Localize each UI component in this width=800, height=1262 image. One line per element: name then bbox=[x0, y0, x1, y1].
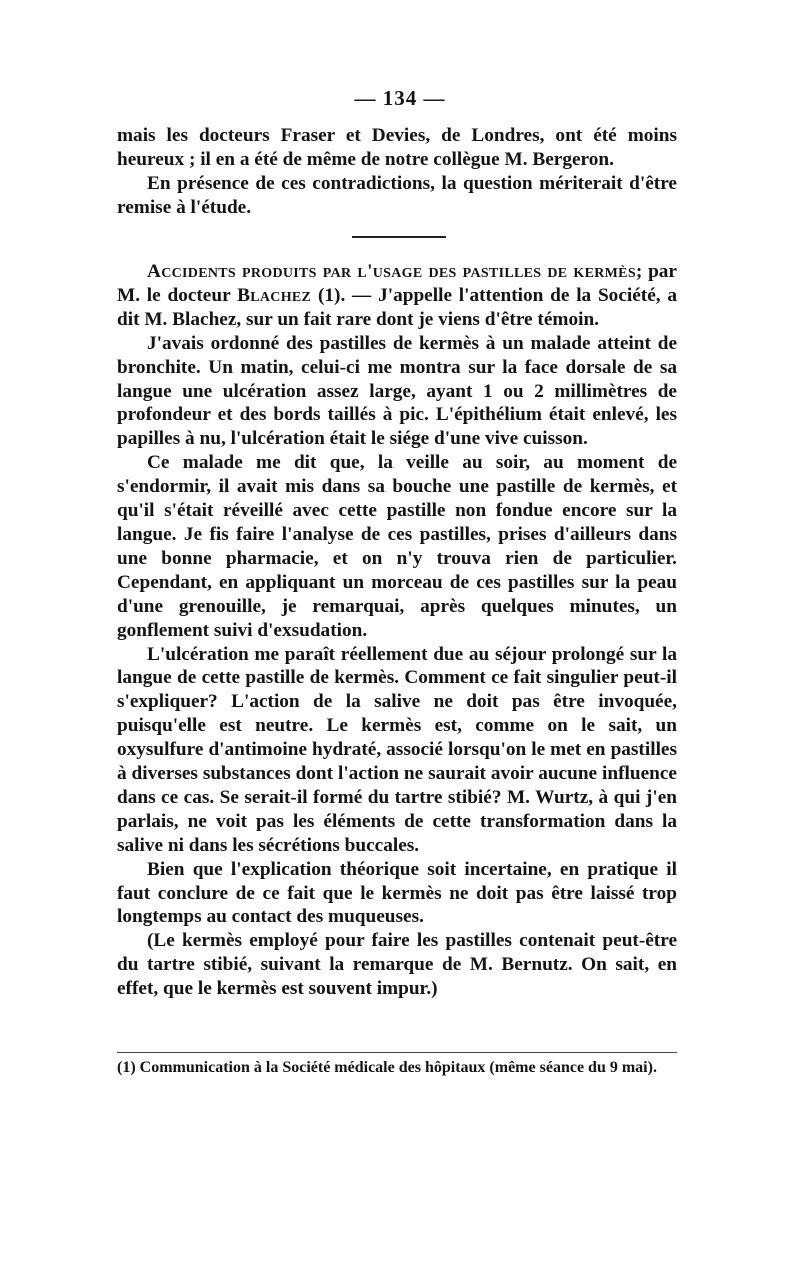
article-paragraph: Ce malade me dit que, la veille au soir, au moment de s'endormir, il avait mis dans sa bouche une pastille de kermès, et qu'il s'était réveillé avec cette pastille non fondue encore sur la langue. Je fis faire l'analyse de ces pastilles, prises d'ailleurs dans une bonne pharmacie, et on n'y trouva rien de particulier. Cependant, en appliquant un morceau de ces pastilles sur la peau d'une grenouille, je remarquai, après quelques minutes, un gonflement suivi d'exsudation. bbox=[117, 452, 677, 641]
article-heading bbox=[117, 260, 677, 332]
section-separator bbox=[352, 236, 446, 238]
article-paragraph: L'ulcération me paraît réellement due au séjour prolongé sur la langue de cette pastille de kermès. Comment ce fait singulier peut-il s'expliquer? L'action de la salive ne doit pas être invoquée, puisqu'elle est neutre. Le kermès est, comme on le sait, un oxysulfure d'antimoine hydraté, associé lorsqu'on le met en pastilles à diverses substances dont l'action ne saurait avoir aucune influence dans ce cas. Se serait-il formé du tartre stibié? M. Wurtz, à qui j'en parlais, ne voit pas les éléments de cette transformation dans la salive ni dans les sécrétions buccales. bbox=[117, 643, 677, 856]
footnote-rule bbox=[117, 1052, 677, 1053]
footnote bbox=[117, 1058, 677, 1078]
footnote-text: (1) Communication à la Société médicale des hôpitaux (même séance du 9 mai). bbox=[117, 1059, 657, 1076]
article-author: Blachez bbox=[237, 284, 312, 306]
article-paragraph: J'avais ordonné des pastilles de kermès à un malade atteint de bronchite. Un matin, celui-ci me montra sur la face dorsale de sa langue une ulcération assez large, ayant 1 ou 2 millimètres de profondeur et des bords taillés à pic. L'épithélium était enlevé, les papilles à nu, l'ulcération était le siége d'une vive cuisson. bbox=[117, 332, 677, 450]
intro-paragraph: mais les docteurs Fraser et Devies, de Londres, ont été moins heureux ; il en a été de même de notre collègue M. Bergeron. bbox=[117, 125, 677, 170]
article-paragraph: (Le kermès employé pour faire les pastilles contenait peut-être du tartre stibié, suivant la remarque de M. Bernutz. On sait, en effet, que le kermès est souvent impur.) bbox=[117, 930, 677, 1000]
article-block bbox=[117, 260, 677, 1001]
intro-block bbox=[117, 124, 677, 220]
article-title: Accidents produits par l'usage des pastilles de kermès bbox=[147, 261, 636, 282]
page-number: — 134 — bbox=[354, 86, 446, 110]
intro-paragraph: En présence de ces contradictions, la question mériterait d'être remise à l'étude. bbox=[117, 172, 677, 218]
article-paragraph: Bien que l'explication théorique soit incertaine, en pratique il faut conclure de ce fait que le kermès ne doit pas être laissé trop longtemps au contact des muqueuses. bbox=[117, 858, 677, 928]
article-title-rest: ; par M. le docteur bbox=[117, 261, 677, 306]
article-intro-text: (1). — J'appelle l'attention de la Société, a dit M. Blachez, sur un fait rare dont je viens d'être témoin. bbox=[117, 284, 678, 330]
